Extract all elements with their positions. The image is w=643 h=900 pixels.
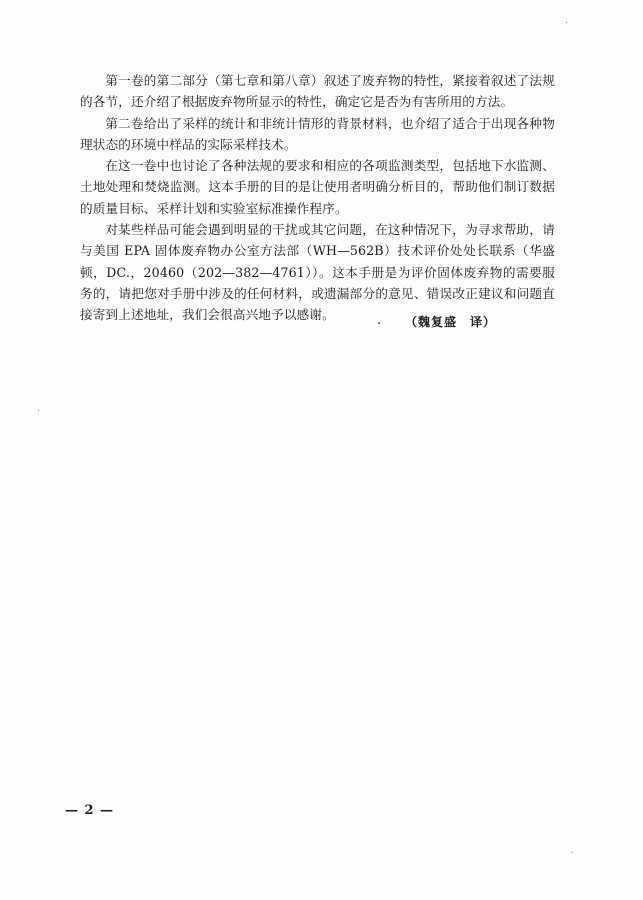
scan-speck: [38, 410, 39, 411]
paragraph-1: 第一卷的第二部分（第七章和第八章）叙述了废弃物的特性，紧接着叙述了法规的各节，还介绍了根据废弃物所显示的特性，确定它是否为有害所用的方法。: [80, 73, 555, 110]
body-text: [80, 70, 555, 326]
paragraph-2: 第二卷给出了采样的统计和非统计情形的背景材料，也介绍了适合于出现各种物理状态的环境中样品的实际采样技术。: [80, 115, 555, 152]
paragraph-3: 在这一卷中也讨论了各种法规的要求和相应的各项监测类型，包括地下水监测、土地处理和焚烧监测。这本手册的目的是让使用者明确分析目的，帮助他们制订数据的质量目标、采样计划和实验室标准操作程序。: [80, 158, 555, 216]
paragraph-4: 对某些样品可能会遇到明显的干扰或其它问题，在这种情况下，为寻求帮助，请与美国 EPA 固体废弃物办公室方法部（WH—562B）技术评价处处长联系（华盛顿，DC.，20460（202—382—4761））。这本手册是为评价固体废弃物的需要服务的，请把您对手册中涉及的任何材料，或遗漏部分的意见、错误改正建议和问题直接寄到上述地址，我们会很高兴地予以感谢。: [80, 222, 555, 323]
translator-credit: （魏复盛 译）: [405, 315, 497, 329]
page-number: — 2 —: [65, 803, 115, 818]
scan-speck: [378, 322, 380, 324]
scan-speck: [566, 22, 567, 23]
scan-speck: [571, 852, 572, 853]
